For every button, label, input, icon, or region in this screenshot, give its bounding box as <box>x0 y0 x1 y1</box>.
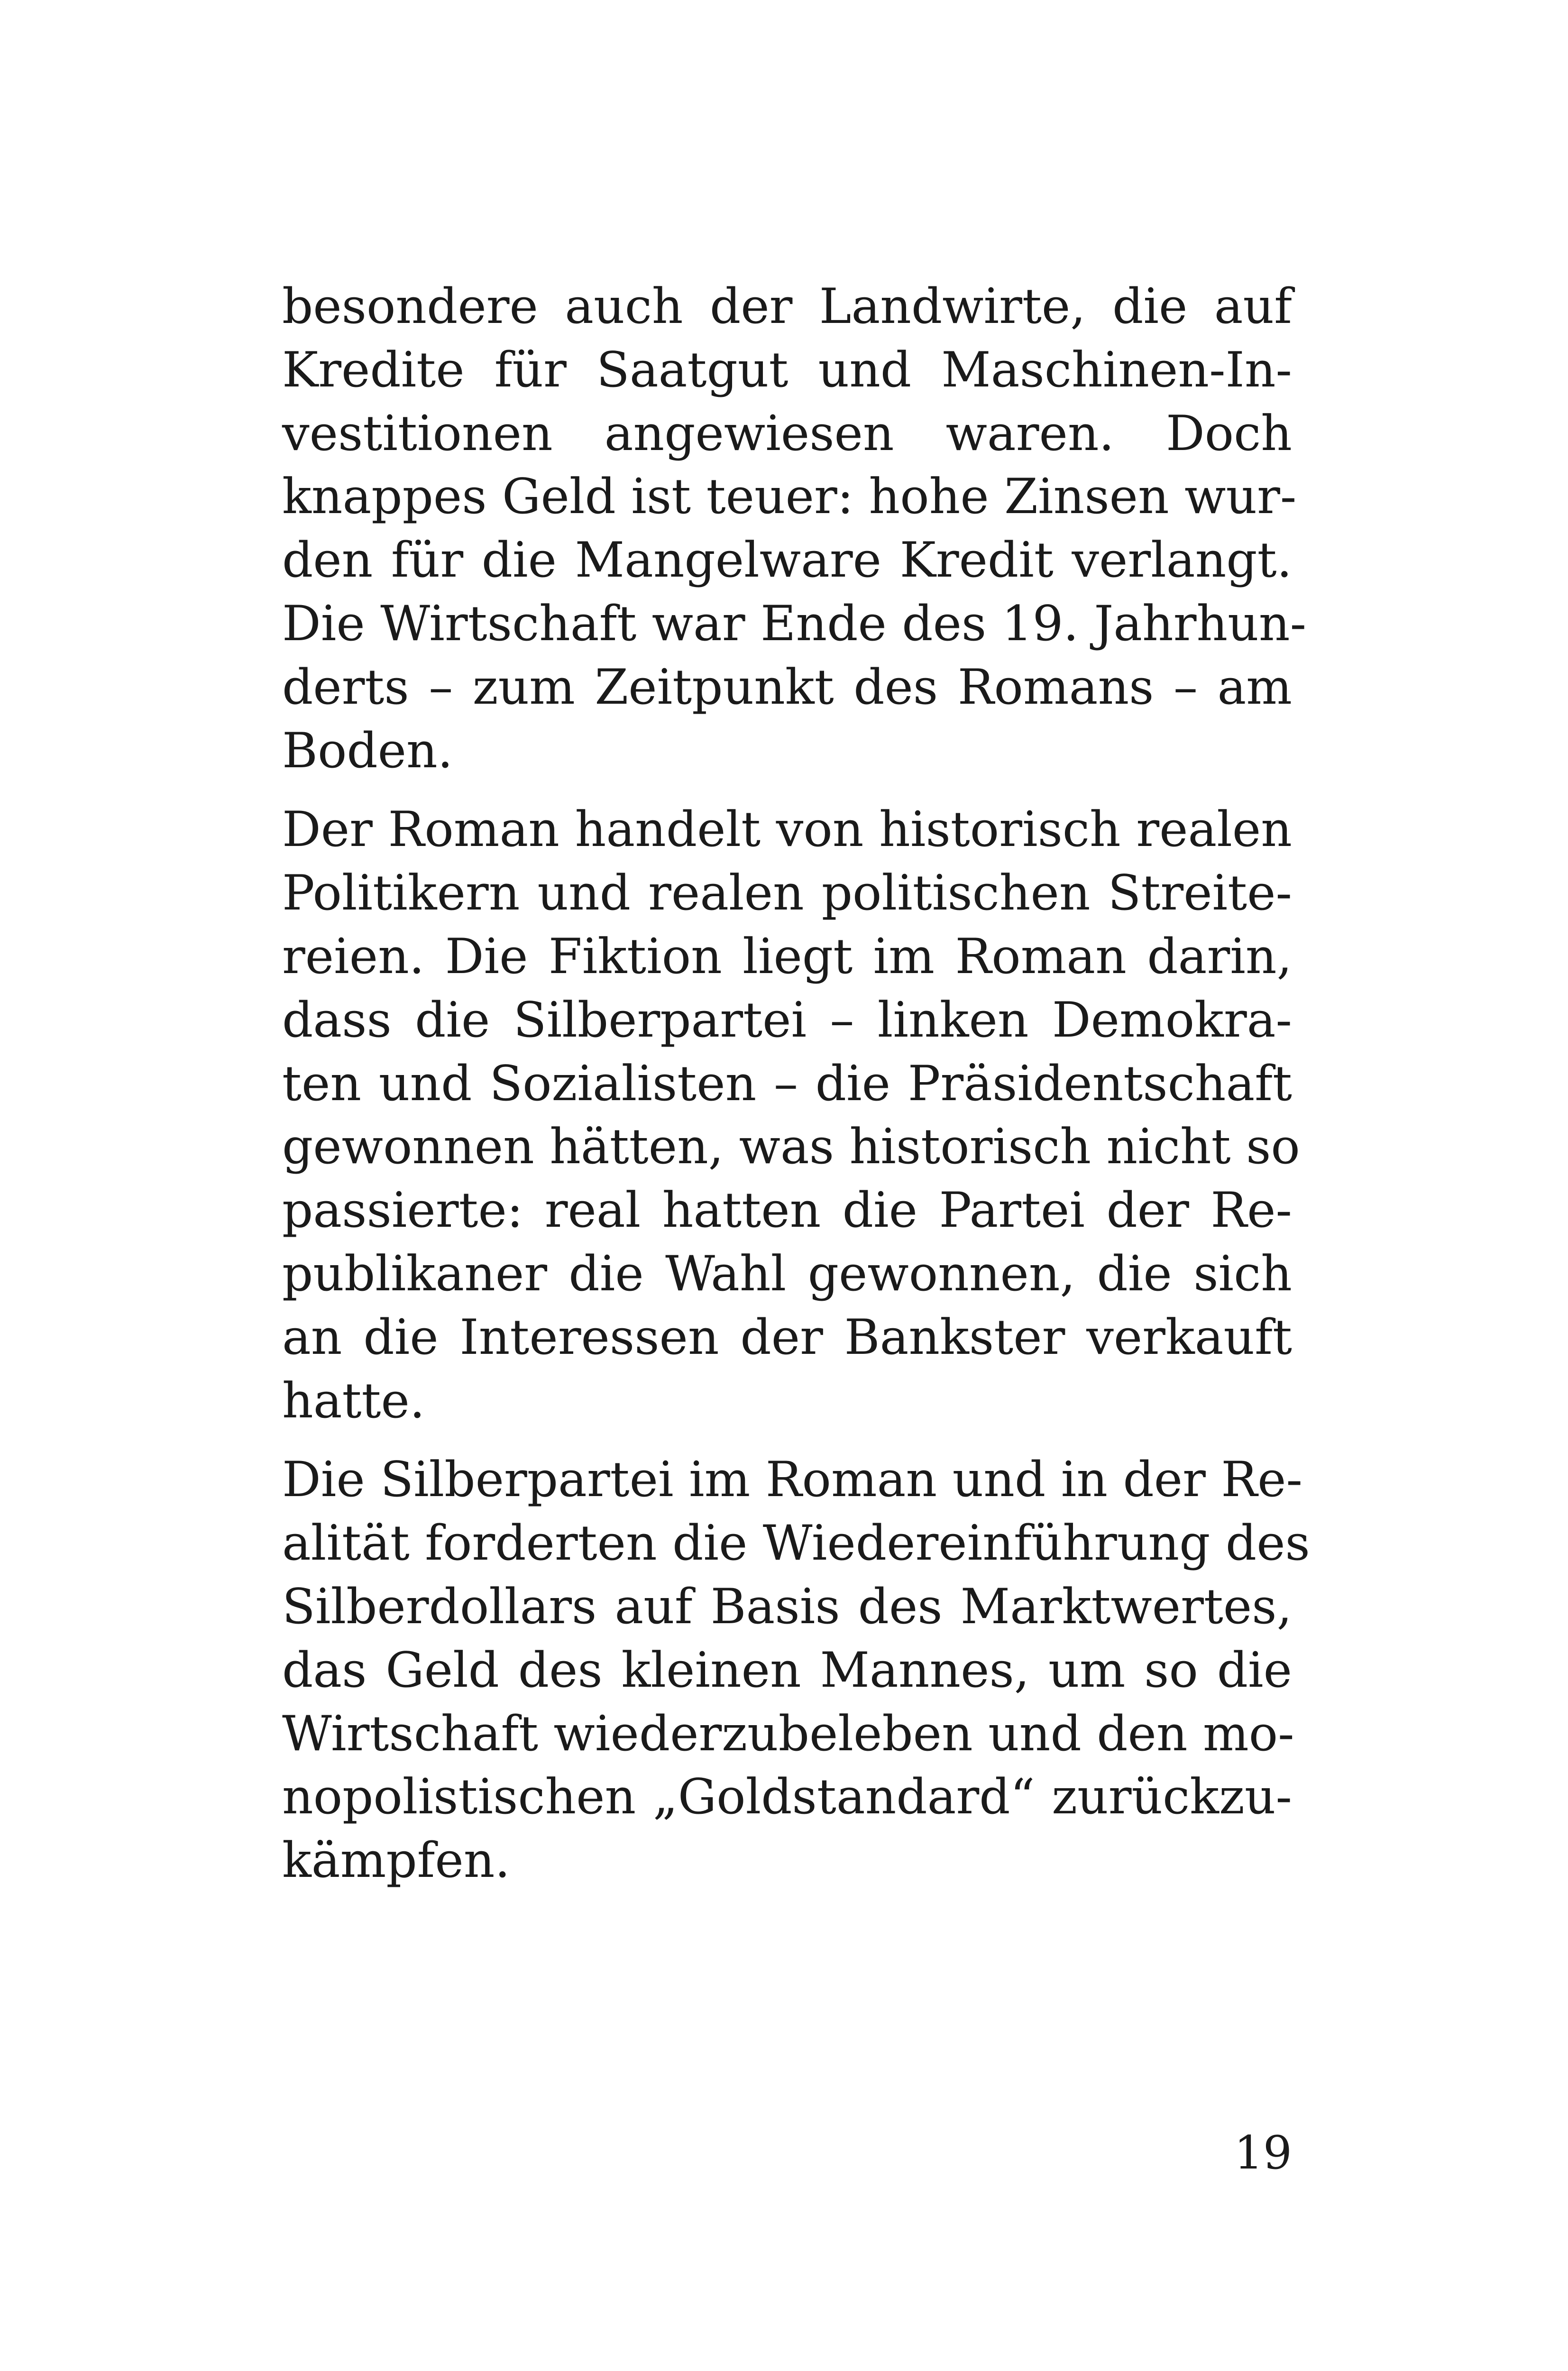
text-line: gewonnen hätten, was historisch nicht so <box>282 1119 1300 1176</box>
text-line: kämpfen. <box>282 1832 510 1889</box>
text-line: Kredite für Saatgut und Maschinen-In- <box>282 341 1292 398</box>
text-line: Wirtschaft wiederzubeleben und den mo- <box>282 1705 1294 1762</box>
body-text <box>282 275 1310 1893</box>
text-line: Die Wirtschaft war Ende des 19. Jahrhun- <box>282 595 1307 652</box>
text-line: alität forderten die Wiedereinführung des <box>282 1515 1310 1572</box>
text-line: reien. Die Fiktion liegt im Roman darin, <box>282 928 1292 985</box>
text-line: Boden. <box>282 722 453 779</box>
text-line: knappes Geld ist teuer: hohe Zinsen wur- <box>282 469 1297 525</box>
text-line: vestitionen angewiesen waren. Doch <box>282 405 1292 462</box>
text-line: Der Roman handelt von historisch realen <box>282 801 1292 858</box>
paragraph-3 <box>282 1448 1310 1893</box>
text-line: publikaner die Wahl gewonnen, die sich <box>282 1245 1292 1302</box>
text-line: nopolistischen „Goldstandard“ zurückzu- <box>282 1769 1292 1826</box>
page-number: 19 <box>1234 2126 1292 2179</box>
text-line: Silberdollars auf Basis des Marktwertes, <box>282 1578 1292 1635</box>
text-line: Politikern und realen politischen Streite- <box>282 865 1292 922</box>
text-line: dass die Silberpartei – linken Demokra- <box>282 992 1292 1048</box>
paragraph-spacer <box>282 782 1292 798</box>
paragraph-1 <box>282 275 1307 782</box>
text-line: hatte. <box>282 1372 425 1429</box>
text-line: das Geld des kleinen Mannes, um so die <box>282 1642 1292 1699</box>
text-line: passierte: real hatten die Partei der Re- <box>282 1182 1292 1239</box>
text-line: derts – zum Zeitpunkt des Romans – am <box>282 659 1292 716</box>
text-line: an die Interessen der Bankster verkauft <box>282 1309 1292 1366</box>
text-line: besondere auch der Landwirte, die auf <box>282 278 1292 335</box>
text-line: ten und Sozialisten – die Präsidentschaft <box>282 1055 1292 1112</box>
paragraph-2 <box>282 798 1300 1433</box>
text-line: Die Silberpartei im Roman und in der Re- <box>282 1452 1302 1508</box>
paragraph-spacer <box>282 1433 1292 1448</box>
text-line: den für die Mangelware Kredit verlangt. <box>282 532 1292 589</box>
